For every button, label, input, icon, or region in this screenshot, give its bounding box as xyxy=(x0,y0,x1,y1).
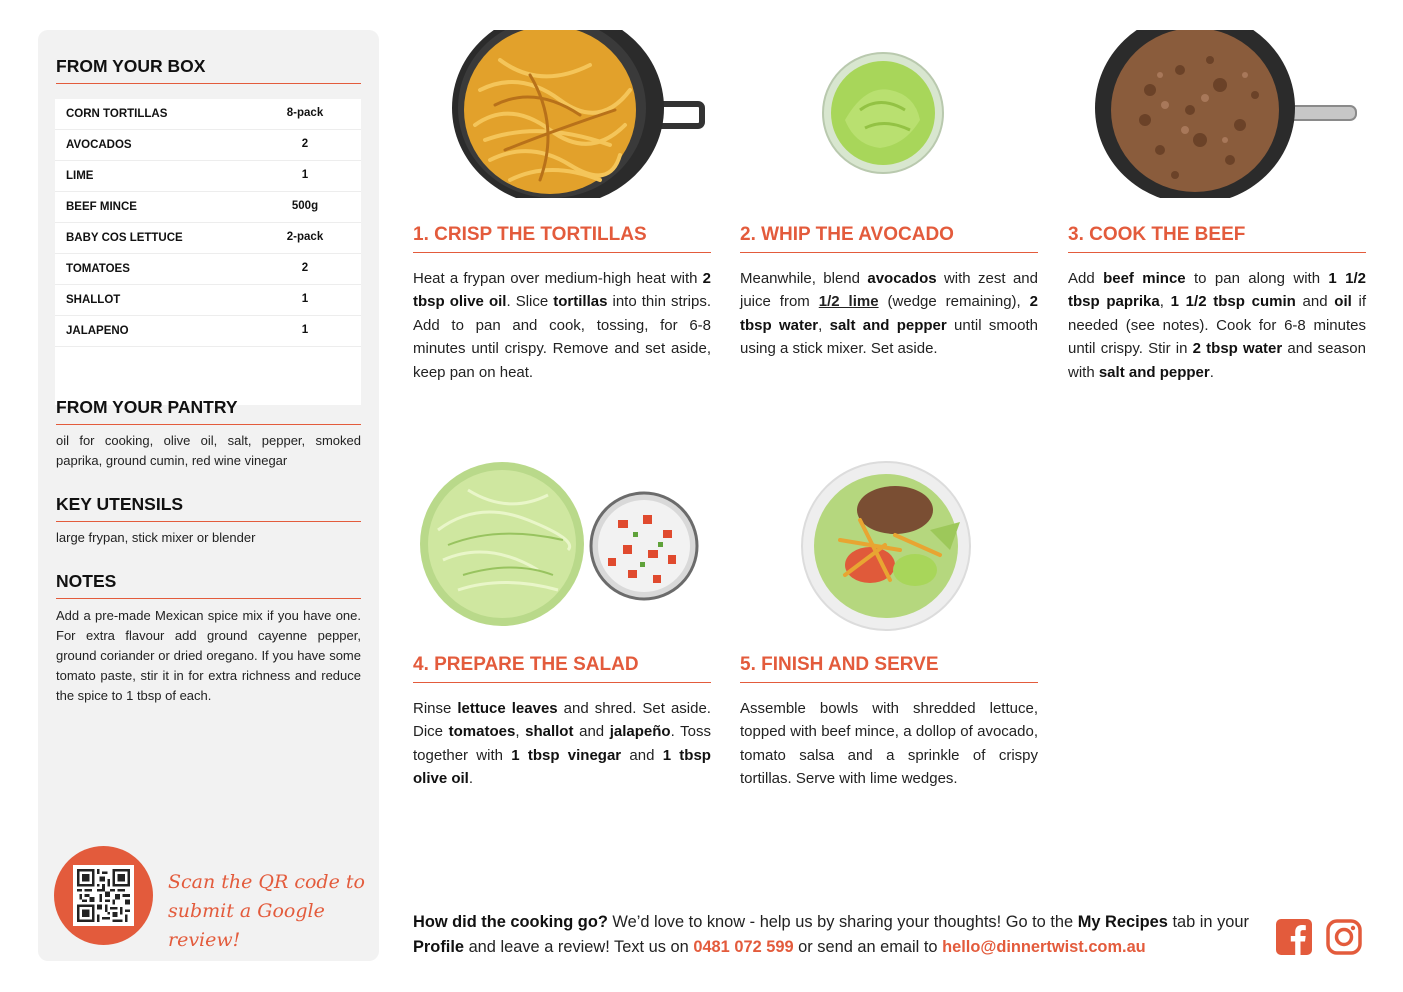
salad-bowls-image xyxy=(418,460,703,630)
qr-badge[interactable] xyxy=(54,846,153,945)
email-link[interactable]: hello@dinnertwist.com.au xyxy=(942,938,1146,956)
table-row xyxy=(55,285,361,316)
ingredient-qty: 500g xyxy=(291,200,319,212)
table-row xyxy=(55,254,361,285)
ingredient-qty: 8-pack xyxy=(286,107,324,119)
ingredient-name: AVOCADOS xyxy=(66,139,132,151)
ingredient-qty: 2 xyxy=(301,262,309,274)
ingredient-name: SHALLOT xyxy=(66,294,121,306)
qr-caption-line-1: Scan the QR code to xyxy=(168,871,365,893)
ingredient-name: TOMATOES xyxy=(66,263,130,275)
ingredient-qty: 2-pack xyxy=(286,231,324,243)
avocado-bowl-image xyxy=(820,50,946,176)
from-your-pantry-heading: FROM YOUR PANTRY xyxy=(56,397,361,425)
notes-heading: NOTES xyxy=(56,571,361,599)
utensils-text: large frypan, stick mixer or blender xyxy=(56,530,256,545)
key-utensils-heading: KEY UTENSILS xyxy=(56,494,361,522)
step-2-title: 2. WHIP THE AVOCADO xyxy=(740,224,1038,253)
step-5-text: Assemble bowls with shredded lettuce, topped with beef mince, a dollop of avocado, tomato salsa and a sprinkle of crispy tortillas. Serve with lime wedges. xyxy=(740,700,1038,788)
facebook-icon[interactable] xyxy=(1276,919,1312,955)
step-1-title: 1. CRISP THE TORTILLAS xyxy=(413,224,711,253)
table-row xyxy=(55,161,361,192)
phone-link[interactable]: 0481 072 599 xyxy=(693,938,794,956)
qr-caption xyxy=(168,868,368,955)
finished-bowl-image xyxy=(800,460,972,632)
ingredients-table xyxy=(55,99,361,405)
step-4-text: Rinse lettuce leaves and shred. Set aside. Dice tomatoes, shallot and jalapeño. Toss together with 1 tbsp vinegar and 1 tbsp olive oil. xyxy=(413,700,711,788)
ingredient-name: JALAPENO xyxy=(66,325,129,337)
step-1-text: Heat a frypan over medium-high heat with 2 tbsp olive oil. Slice tortillas into thin strips. Add to pan and cook, tossing, for 6-8 minutes until crispy. Remove and set aside, keep pan on heat. xyxy=(413,270,711,381)
ingredient-name: BABY COS LETTUCE xyxy=(66,232,183,244)
table-row xyxy=(55,99,361,130)
table-row xyxy=(55,316,361,347)
step-5-title: 5. FINISH AND SERVE xyxy=(740,654,1038,683)
qr-code-icon[interactable] xyxy=(73,865,134,926)
tortillas-pan-image xyxy=(440,30,705,198)
step-3-title: 3. COOK THE BEEF xyxy=(1068,224,1366,253)
table-row xyxy=(55,130,361,161)
pantry-text: oil for cooking, olive oil, salt, pepper, smoked paprika, ground cumin, red wine vinegar xyxy=(56,433,361,468)
ingredient-name: LIME xyxy=(66,170,94,182)
ingredient-name: BEEF MINCE xyxy=(66,201,137,213)
table-row xyxy=(55,192,361,223)
ingredient-qty: 1 xyxy=(301,324,309,336)
beef-pan-image xyxy=(1090,30,1360,198)
ingredient-qty: 2 xyxy=(301,138,309,150)
sidebar xyxy=(38,30,379,961)
ingredient-name: CORN TORTILLAS xyxy=(66,108,168,120)
step-2-text: Meanwhile, blend avocados with zest and juice from 1/2 lime (wedge remaining), 2 tbsp water, salt and pepper until smooth using a stick mixer. Set aside. xyxy=(740,270,1039,358)
table-row xyxy=(55,223,361,254)
feedback-text: How did the cooking go? We’d love to know - help us by sharing your thoughts! Go to the My Recipes tab in your Profile and leave a review! Text us on 0481 072 599 or send an email to hello@dinnertwist.com.au xyxy=(413,913,1249,956)
instagram-icon[interactable] xyxy=(1326,919,1362,955)
qr-caption-line-2: submit a Google review! xyxy=(168,900,325,951)
notes-text: Add a pre-made Mexican spice mix if you have one. For extra flavour add ground cayenne pepper, ground coriander or dried oregano. If you have some tomato paste, stir it in for extra richness and reduce the spice to 1 tbsp of each. xyxy=(56,608,361,703)
step-4-title: 4. PREPARE THE SALAD xyxy=(413,654,711,683)
ingredient-qty: 1 xyxy=(301,169,309,181)
step-3-text: Add beef mince to pan along with 1 1/2 tbsp paprika, 1 1/2 tbsp cumin and oil if needed (see notes). Cook for 6-8 minutes until crispy. Stir in 2 tbsp water and season with salt and pepper. xyxy=(1068,270,1366,381)
ingredient-qty: 1 xyxy=(301,293,309,305)
from-your-box-heading: FROM YOUR BOX xyxy=(56,56,361,84)
